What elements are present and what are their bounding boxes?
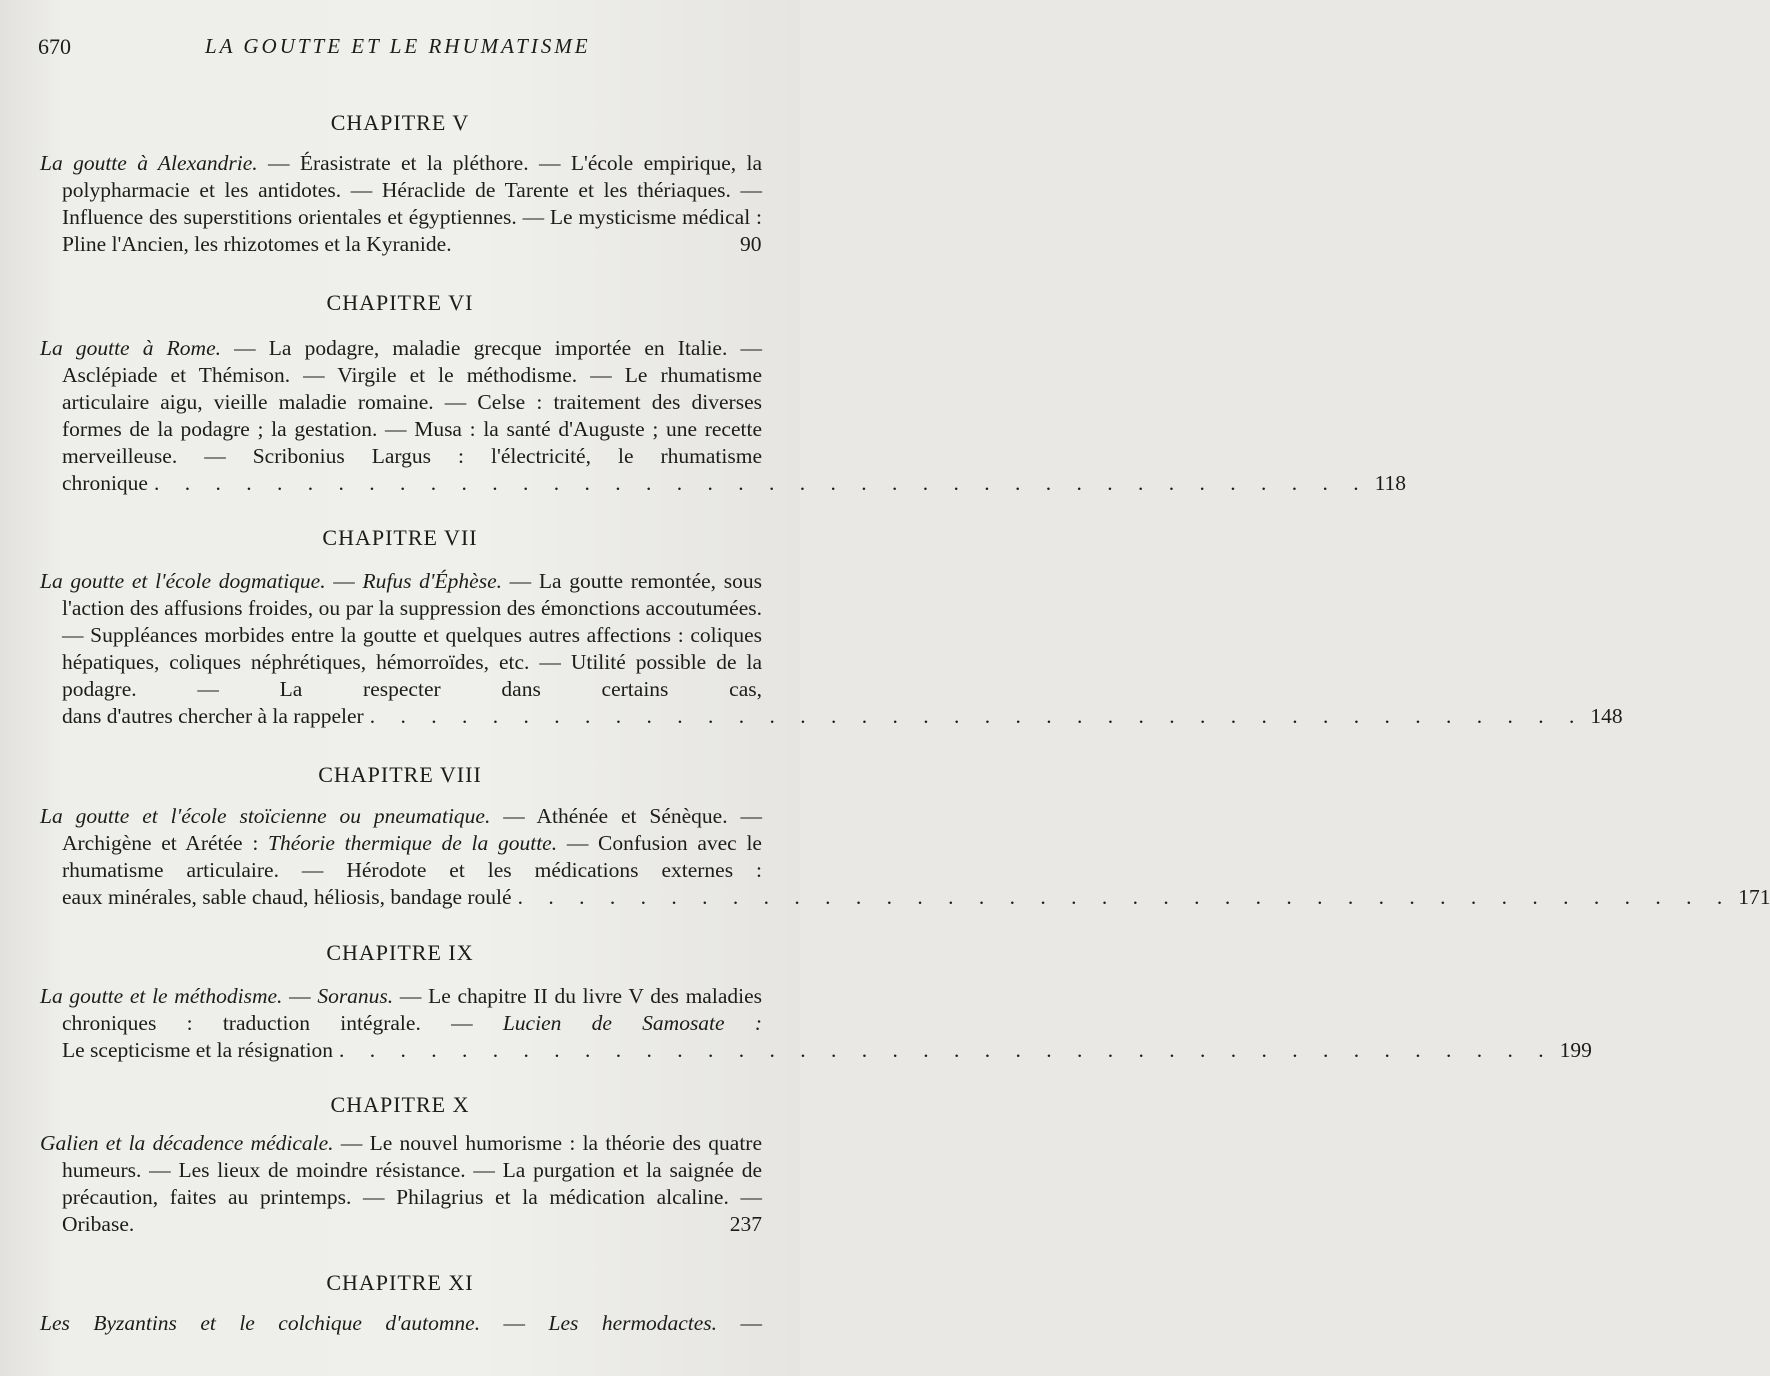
- summary-body: — Érasistrate et la pléthore. — L'école empirique, la polypharmacie et les antidotes. — Héraclide de Tarente et les thériaques. — Influence des superstitions orientales et égyptiennes. — Le mysticisme médical : Pline l'Ancien, les rhizotomes et la Kyranide.: [62, 151, 763, 256]
- summary-lead: La goutte et l'école stoïcienne ou pneumatique.: [40, 804, 491, 828]
- summary-dash: —: [325, 569, 363, 593]
- summary-dash: —: [282, 984, 318, 1008]
- chapter-summary: [40, 568, 1623, 730]
- page-ref: 148: [1590, 704, 1623, 728]
- summary-lead: Galien et la décadence médicale.: [40, 1131, 334, 1155]
- page-number: 670: [38, 34, 71, 59]
- page-ref: 171: [1738, 885, 1770, 909]
- chapter-summary: [40, 335, 1407, 497]
- summary-lead: La goutte à Alexandrie.: [40, 151, 258, 175]
- summary-italic-tail: Lucien de Samosate :: [502, 1011, 762, 1035]
- summary-dash: —: [480, 1311, 549, 1335]
- chapter-summary: La goutte à Alexandrie. — Érasistrate et la pléthore. — L'école empirique, la polypharmacie et les antidotes. — Héraclide de Tarente et les thériaques. — Influence des superstitions orientales et égyptiennes. — Le mysticisme médical : Pline l'Ancien, les rhizotomes et la Kyranide. 90: [40, 151, 763, 256]
- summary-body: — Le nouvel humorisme : la théorie des quatre humeurs. — Les lieux de moindre résistance. — La purgation et la saignée de précaution, faites au printemps. — Philagrius et la médication alcaline. — Oribase.: [62, 1131, 762, 1236]
- summary-italic: Rufus d'Éphèse.: [362, 569, 502, 593]
- summary-body: — Athénée et Sénèque. — Archigène et Arétée :: [62, 804, 762, 855]
- summary-last-line: Le scepticisme et la résignation: [62, 1038, 334, 1062]
- summary-italic: Théorie thermique de la goutte.: [268, 831, 558, 855]
- summary-italic: Soranus.: [317, 984, 394, 1008]
- summary-lead: La goutte et l'école dogmatique.: [40, 569, 326, 593]
- summary-body: — Confusion avec le rhumatisme articulaire. — Hérodote et les médications externes :: [62, 831, 762, 882]
- leader-dots: . . . . . . . . . . . . . . . . . . . . . . . . . . . . . . . . . . . . . . . .: [339, 1038, 1554, 1062]
- page-ref: 237: [729, 1212, 762, 1236]
- summary-last-line: eaux minérales, sable chaud, héliosis, bandage roulé: [62, 885, 512, 909]
- summary-last-line: dans d'autres chercher à la rappeler: [62, 704, 364, 728]
- page-ref: 199: [1559, 1038, 1592, 1062]
- summary-body: — Le chapitre II du livre V des maladies chroniques : traduction intégrale. —: [62, 984, 762, 1035]
- chapter-title: CHAPITRE VII: [322, 525, 478, 550]
- chapter-summary: [40, 1130, 762, 1238]
- summary-body: —: [717, 1311, 763, 1335]
- summary-body: — La podagre, maladie grecque importée en Italie. — Asclépiade et Thémison. — Virgile et le méthodisme. — Le rhumatisme articulaire aigu, vieille maladie romaine. — Celse : traitement des diverses formes de la podagre ; la gestation. — Musa : la santé d'Auguste ; une recette merveilleuse. — Scribonius Largus : l'électricité, le rhumatisme: [62, 336, 762, 468]
- chapter-summary: [40, 1310, 762, 1337]
- summary-lead: Les Byzantins et le colchique d'automne.: [40, 1311, 481, 1335]
- page-ref: 118: [1374, 471, 1407, 495]
- summary-body: — La goutte remontée, sous l'action des affusions froides, ou par la suppression des émonctions accoutumées. — Suppléances morbides entre la goutte et quelques autres affections : coliques hépatiques, coliques néphrétiques, hémorroïdes, etc. — Utilité possible de la podagre. — La respecter dans certains cas,: [62, 569, 762, 701]
- chapter-title: CHAPITRE V: [330, 110, 470, 135]
- summary-lead: La goutte et le méthodisme.: [40, 984, 283, 1008]
- leader-dots: . . . . . . . . . . . . . . . . . . . . . . . . . . . . . . . . . . . . . . . .: [517, 885, 1733, 909]
- leader-dots: . . . . . . . . . . . . . . . . . . . . . . . . . . . . . . . . . . . . . . . .: [153, 471, 1369, 495]
- chapter-title: CHAPITRE IX: [326, 940, 474, 965]
- running-head: LA GOUTTE ET LE RHUMATISME: [205, 34, 591, 58]
- chapter-title: CHAPITRE X: [330, 1092, 470, 1117]
- leader-dots: . . . . . . . . . . . . . . . . . . . . . . . . . . . . . . . . . . . . . . . .: [369, 704, 1585, 728]
- chapter-summary: [40, 803, 1770, 911]
- summary-lead: La goutte à Rome.: [40, 336, 221, 360]
- summary-last-line: chronique: [62, 471, 148, 495]
- summary-italic: Les hermodactes.: [548, 1311, 718, 1335]
- chapter-title: CHAPITRE VI: [326, 290, 474, 315]
- chapter-summary: [40, 983, 1592, 1064]
- chapter-title: CHAPITRE XI: [326, 1270, 474, 1295]
- chapter-title: CHAPITRE VIII: [318, 762, 482, 787]
